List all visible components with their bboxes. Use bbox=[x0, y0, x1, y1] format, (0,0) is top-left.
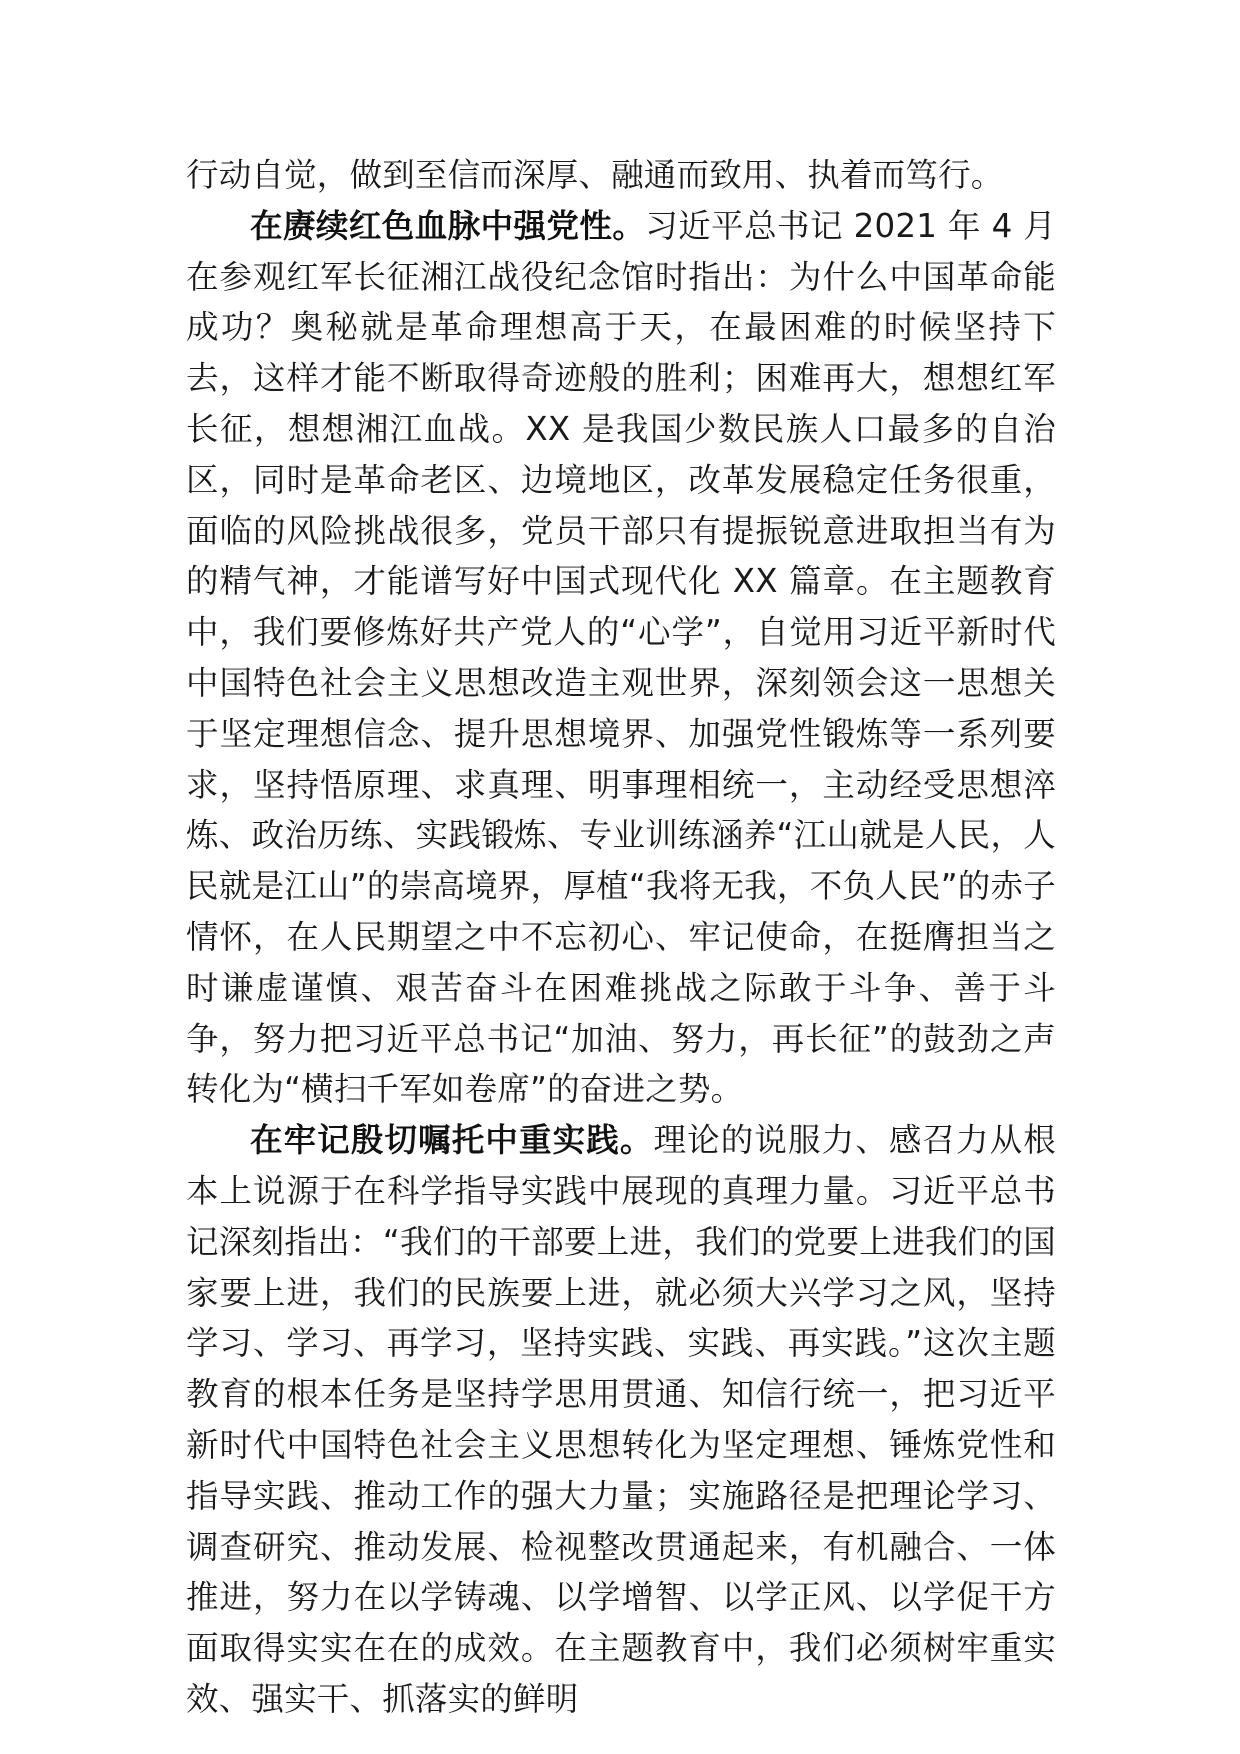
paragraph-text: 习近平总书记 2021 年 4 月在参观红军长征湘江战役纪念馆时指出：为什么中国革命能成功？奥秘就是革命理想高于天，在最困难的时候坚持下去，这样才能不断取得奇迹般的胜利；困难再大，想想红军长征，想想湘江血战。XX 是我国少数民族人口最多的自治区，同时是革命老区、边境地区，改革发展稳定任务很重，面临的风险挑战很多，党员干部只有提振锐意进取担当有为的精气神，才能谱写好中国式现代化 XX 篇章。在主题教育中，我们要修炼好共产党人的“心学”，自觉用习近平新时代中国特色社会主义思想改造主观世界，深刻领会这一思想关于坚定理想信念、提升思想境界、加强党性锻炼等一系列要求，坚持悟原理、求真理、明事理相统一，主动经受思想淬炼、政治历练、实践锻炼、专业训练涵养“江山就是人民，人民就是江山”的崇高境界，厚植“我将无我，不负人民”的赤子情怀，在人民期望之中不忘初心、牢记使命，在挺膺担当之时谦虚谨慎、艰苦奋斗在困难挑战之际敢于斗争、善于斗争，努力把习近平总书记“加油、努力，再长征”的鼓劲之声转化为“横扫千军如卷席”的奋进之势。 bbox=[186, 206, 1056, 1109]
paragraph-text: 理论的说服力、感召力从根本上说源于在科学指导实践中展现的真理力量。习近平总书记深刻指出：“我们的干部要上进，我们的党要上进我们的国家要上进，我们的民族要上进，就必须大兴学习之风，坚持学习、学习、再学习，坚持实践、实践、再实践。”这次主题教育的根本任务是坚持学思用贯通、知信行统一，把习近平新时代中国特色社会主义思想转化为坚定理想、锤炼党性和指导实践、推动工作的强大力量；实施路径是把理论学习、调查研究、推动发展、检视整改贯通起来，有机融合、一体推进，努力在以学铸魂、以学增智、以学正风、以学促干方面取得实实在在的成效。在主题教育中，我们必须树牢重实效、强实干、抓落实的鲜明 bbox=[186, 1121, 1057, 1718]
paragraph-practice bbox=[186, 1115, 1056, 1725]
document-page bbox=[186, 150, 1056, 1725]
paragraph-heading: 在赓续红色血脉中强党性。 bbox=[250, 206, 646, 245]
paragraph-heading: 在牢记殷切嘱托中重实践。 bbox=[250, 1121, 654, 1160]
paragraph-continuation bbox=[186, 150, 1056, 201]
paragraph-text: 行动自觉，做到至信而深厚、融通而致用、执着而笃行。 bbox=[186, 156, 1004, 194]
paragraph-party-spirit bbox=[186, 201, 1056, 1115]
